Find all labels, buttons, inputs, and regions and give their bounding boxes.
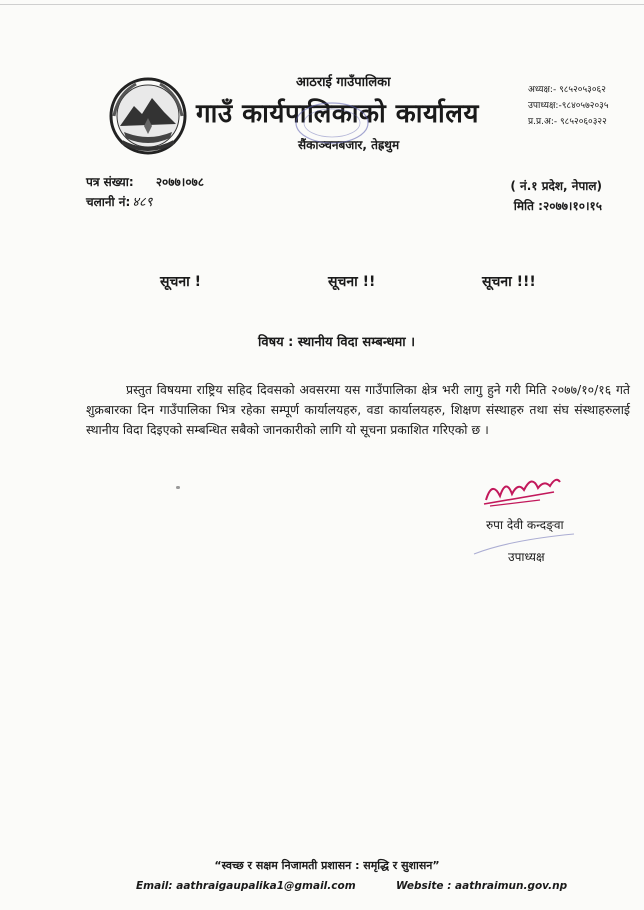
- contact-chair: अध्यक्ष:- ९८५२०५३०६२: [528, 85, 606, 95]
- province-date-block: [510, 176, 602, 216]
- notice-heading-2: सूचना !!: [328, 274, 376, 290]
- province-label: ( नं.१ प्रदेश, नेपाल): [510, 179, 602, 193]
- scan-edge-line: [0, 4, 644, 5]
- letter-number-label: पत्र संख्या:: [86, 175, 134, 189]
- notice-heading-1: सूचना !: [160, 274, 202, 290]
- subject-line: विषय : स्थानीय विदा सम्बन्धमा ।: [258, 335, 416, 350]
- signatory-title: उपाध्यक्ष: [508, 550, 545, 564]
- office-title: गाउँ कार्यपालिकाको कार्यालय: [196, 99, 479, 129]
- notice-body: प्रस्तुत विषयमा राष्ट्रिय सहिद दिवसको अवसरमा यस गाउँपालिका क्षेत्र भरी लागु हुने गरी मिति २०७७/१०/१६ गते शुक्रबारका दिन गाउँपालिका भित्र रहेका सम्पूर्ण कार्यालयहरु, वडा कार्यालयहरु, शिक्षण संस्थाहरु तथा संघ संस्थाहरुलाई स्थानीय विदा दिइएको सम्बन्धित सबैको जानकारीको लागि यो सूचना प्रकाशित गरिएको छ ।: [86, 382, 630, 437]
- scan-speck: [176, 486, 180, 489]
- footer-motto: “स्वच्छ र सक्षम निजामती प्रशासन : समृद्धि र सुशासन”: [214, 859, 440, 872]
- dispatch-number-label: चलानी नं:: [86, 195, 131, 209]
- signatory-name: रुपा देवी कन्दङ्वा: [486, 518, 564, 532]
- nepal-emblem-icon: [108, 76, 188, 156]
- office-location: सैंकाञ्चनबजार, तेह्रथुम: [298, 138, 400, 152]
- letter-number-value: २०७७।०७८: [155, 175, 205, 189]
- contact-numbers: [528, 82, 609, 130]
- contact-vice-chair: उपाध्यक्ष:-९८४०५७२०३५: [528, 101, 609, 111]
- footer-email: Email: aathraigaupalika1@gmail.com: [136, 880, 356, 892]
- org-name: आठराई गाउँपालिका: [296, 75, 391, 90]
- reference-block: [86, 172, 204, 213]
- notice-heading-3: सूचना !!!: [482, 274, 536, 290]
- contact-cao: प्र.प्र.अ:- ९८५२०६०३२२: [528, 117, 607, 127]
- signature-scribble-icon: [480, 470, 566, 510]
- issue-date: मिति :२०७७।१०।१५: [513, 199, 602, 213]
- dispatch-number-value: ४८९: [132, 195, 153, 210]
- office-stamp-icon: [292, 100, 372, 146]
- footer-website: Website : aathraimun.gov.np: [396, 880, 568, 892]
